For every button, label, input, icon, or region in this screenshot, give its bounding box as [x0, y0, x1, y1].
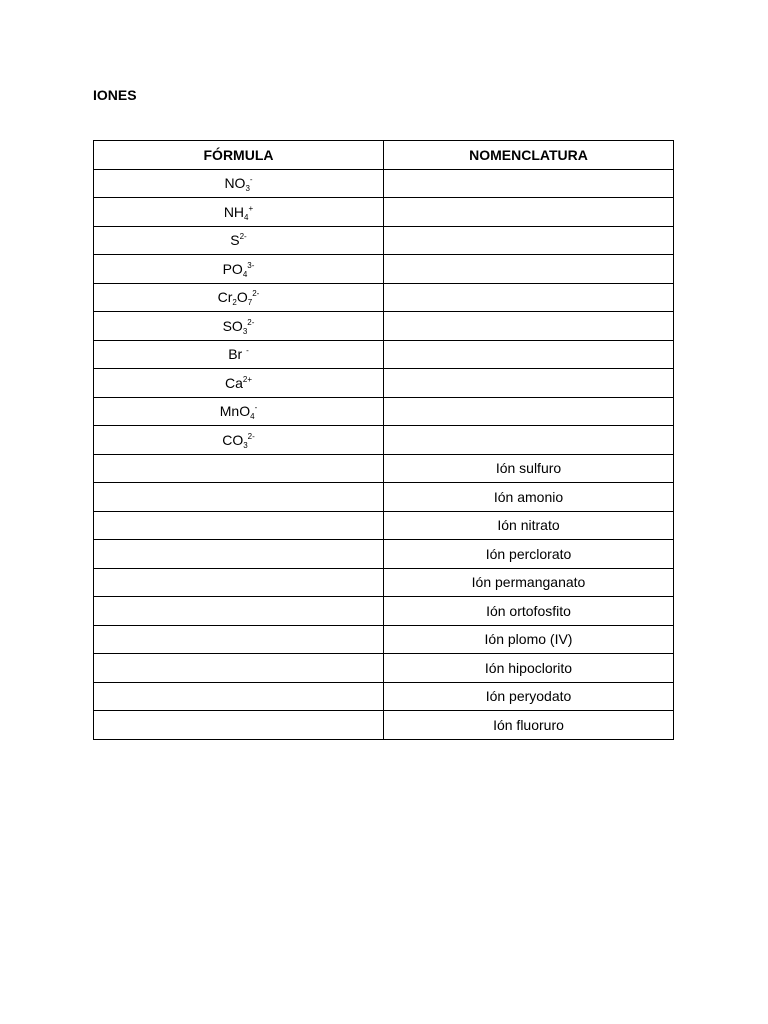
formula-symbol: S	[230, 232, 240, 249]
formula-cell[interactable]	[94, 711, 384, 740]
table-row	[94, 540, 674, 569]
formula-cell[interactable]	[94, 597, 384, 626]
formula-cell[interactable]	[94, 255, 384, 284]
formula-charge: 2-	[247, 317, 255, 327]
table-row	[94, 169, 674, 198]
table-row	[94, 568, 674, 597]
formula-symbol: MnO	[219, 403, 251, 420]
formula-cell[interactable]	[94, 483, 384, 512]
nomenclature-cell[interactable]: Ión fluoruro	[384, 711, 674, 740]
table-row	[94, 511, 674, 540]
nomenclature-cell[interactable]	[384, 426, 674, 455]
formula-cell[interactable]	[94, 654, 384, 683]
nomenclature-cell[interactable]	[384, 198, 674, 227]
nomenclature-cell[interactable]: Ión sulfuro	[384, 454, 674, 483]
formula-cell[interactable]	[94, 340, 384, 369]
formula-symbol: SO	[222, 317, 243, 334]
formula-subscript: 7	[247, 298, 253, 308]
formula-symbol: PO	[222, 260, 243, 277]
nomenclature-cell[interactable]	[384, 312, 674, 341]
table-row	[94, 340, 674, 369]
formula-charge: 3-	[247, 260, 255, 270]
formula-subscript: 3	[245, 184, 250, 194]
formula-symbol: Ca	[224, 374, 243, 391]
nomenclature-cell[interactable]: Ión peryodato	[384, 682, 674, 711]
nomenclature-cell[interactable]: Ión amonio	[384, 483, 674, 512]
formula-cell[interactable]	[94, 511, 384, 540]
formula-charge: 2-	[252, 289, 260, 299]
nomenclature-cell[interactable]: Ión perclorato	[384, 540, 674, 569]
nomenclature-cell[interactable]: Ión nitrato	[384, 511, 674, 540]
nomenclature-cell[interactable]: Ión hipoclorito	[384, 654, 674, 683]
table-row	[94, 226, 674, 255]
table-row	[94, 198, 674, 227]
table-row	[94, 283, 674, 312]
formula-cell[interactable]	[94, 397, 384, 426]
table-row	[94, 625, 674, 654]
formula-subscript: 4	[242, 269, 248, 279]
table-row	[94, 682, 674, 711]
formula-symbol: Br	[228, 346, 247, 363]
formula-charge: 2-	[247, 431, 255, 441]
table-row	[94, 711, 674, 740]
formula-charge: -	[246, 346, 249, 356]
formula-symbol: NO	[224, 175, 246, 192]
column-header-formula: FÓRMULA	[94, 141, 384, 170]
nomenclature-cell[interactable]	[384, 226, 674, 255]
column-header-nomenclature: NOMENCLATURA	[384, 141, 674, 170]
formula-charge: 2-	[239, 232, 247, 242]
formula-symbol: NH	[223, 203, 245, 220]
formula-symbol: CO	[222, 431, 244, 448]
table-row	[94, 597, 674, 626]
formula-symbol: O	[236, 289, 248, 306]
nomenclature-cell[interactable]	[384, 397, 674, 426]
table-row	[94, 369, 674, 398]
table-header-row	[94, 141, 674, 170]
nomenclature-cell[interactable]	[384, 283, 674, 312]
nomenclature-cell[interactable]	[384, 369, 674, 398]
formula-cell[interactable]	[94, 454, 384, 483]
table-row	[94, 654, 674, 683]
nomenclature-cell[interactable]	[384, 340, 674, 369]
formula-subscript: 3	[243, 440, 248, 450]
formula-charge: -	[254, 403, 258, 413]
formula-cell[interactable]	[94, 625, 384, 654]
formula-symbol: Cr	[217, 289, 233, 306]
formula-cell[interactable]	[94, 198, 384, 227]
table-row	[94, 312, 674, 341]
formula-charge: 2+	[242, 374, 253, 384]
nomenclature-cell[interactable]: Ión plomo (IV)	[384, 625, 674, 654]
formula-cell[interactable]	[94, 369, 384, 398]
formula-cell[interactable]	[94, 312, 384, 341]
nomenclature-cell[interactable]	[384, 169, 674, 198]
formula-cell[interactable]	[94, 682, 384, 711]
formula-cell[interactable]	[94, 426, 384, 455]
formula-subscript: 4	[250, 412, 255, 422]
table-row	[94, 426, 674, 455]
page-title: IONES	[93, 87, 137, 103]
formula-cell[interactable]	[94, 568, 384, 597]
formula-charge: -	[249, 175, 253, 185]
formula-subscript: 4	[244, 212, 249, 222]
formula-subscript: 2	[232, 298, 237, 308]
table-row	[94, 454, 674, 483]
nomenclature-cell[interactable]	[384, 255, 674, 284]
table-row	[94, 397, 674, 426]
formula-subscript: 3	[242, 326, 248, 336]
formula-cell[interactable]	[94, 283, 384, 312]
table-row	[94, 255, 674, 284]
table-body	[94, 169, 674, 739]
table-row	[94, 483, 674, 512]
ions-table	[93, 140, 674, 740]
nomenclature-cell[interactable]: Ión ortofosfito	[384, 597, 674, 626]
formula-charge: +	[248, 203, 254, 213]
formula-cell[interactable]	[94, 169, 384, 198]
formula-cell[interactable]	[94, 540, 384, 569]
nomenclature-cell[interactable]: Ión permanganato	[384, 568, 674, 597]
formula-cell[interactable]	[94, 226, 384, 255]
